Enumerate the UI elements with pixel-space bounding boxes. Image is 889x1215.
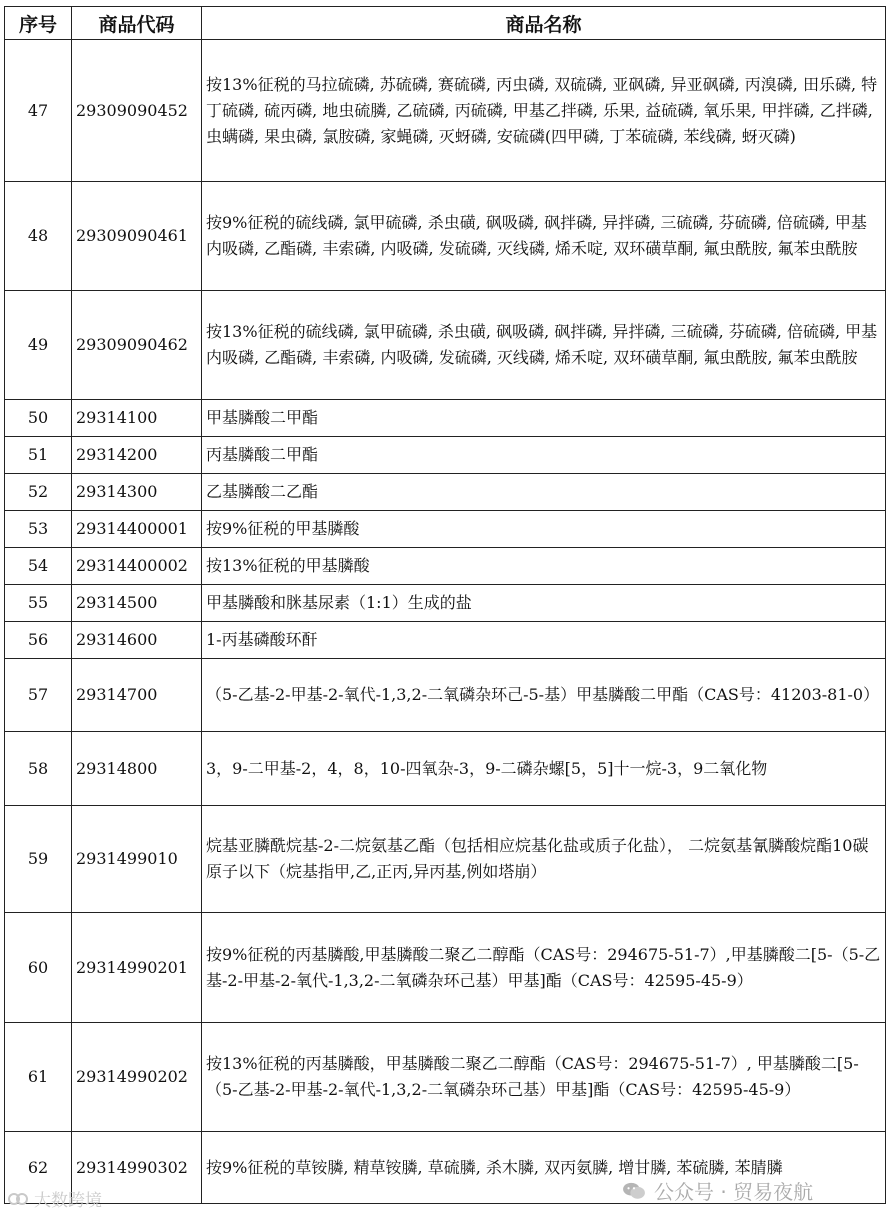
code-cell: 29314400002 [72,548,202,585]
name-cell: 按13%征税的甲基膦酸 [202,548,886,585]
seq-cell: 49 [5,291,72,400]
name-cell: 甲基膦酸二甲酯 [202,400,886,437]
watermark-right-text: 公众号 · 贸易夜航 [654,1180,814,1204]
header-code: 商品代码 [72,7,202,40]
code-cell: 29314990202 [72,1023,202,1132]
name-cell: 按9%征税的丙基膦酸,甲基膦酸二聚乙二醇酯（CAS号：294675-51-7）,甲基膦酸二[5-（5-乙基-2-甲基-2-氧代-1,3,2-二氧磷杂环己基）甲基]酯（CAS号：42595-45-9） [202,913,886,1023]
table-row [5,1023,886,1132]
table-row [5,548,886,585]
table-row [5,400,886,437]
code-cell: 29314500 [72,585,202,622]
table-row [5,474,886,511]
name-cell: 乙基膦酸二乙酯 [202,474,886,511]
seq-cell: 48 [5,182,72,291]
table-header-row [5,7,886,40]
header-name: 商品名称 [202,7,886,40]
wechat-icon [622,1181,646,1201]
seq-cell: 47 [5,40,72,182]
seq-cell: 56 [5,622,72,659]
seq-cell: 53 [5,511,72,548]
name-cell: 按13%征税的硫线磷, 氯甲硫磷, 杀虫磺, 砜吸磷, 砜拌磷, 异拌磷, 三硫磷, 芬硫磷, 倍硫磷, 甲基内吸磷, 乙酯磷, 丰索磷, 内吸磷, 发硫磷, 灭线磷, 烯禾啶, 双环磺草酮, 氟虫酰胺, 氟苯虫酰胺 [202,291,886,400]
code-cell: 29309090461 [72,182,202,291]
seq-cell: 60 [5,913,72,1023]
name-cell: 按13%征税的丙基膦酸，甲基膦酸二聚乙二醇酯（CAS号：294675-51-7）, 甲基膦酸二[5-（5-乙基-2-甲基-2-氧代-1,3,2-二氧磷杂环己基）甲基]酯（CAS号：42595-45-9） [202,1023,886,1132]
table-row [5,732,886,806]
code-cell: 29314300 [72,474,202,511]
watermark-left-text: 大数跨境 [34,1191,102,1211]
table-row [5,40,886,182]
name-cell: 按9%征税的草铵膦, 精草铵膦, 草硫膦, 杀木膦, 双丙氨膦, 增甘膦, 苯硫膦, 苯腈膦 [202,1132,886,1204]
table-row [5,585,886,622]
code-cell: 29314100 [72,400,202,437]
code-cell: 29314800 [72,732,202,806]
seq-cell: 62 [5,1132,72,1204]
seq-cell: 51 [5,437,72,474]
table-row [5,511,886,548]
name-cell: 丙基膦酸二甲酯 [202,437,886,474]
name-cell: 1-丙基磷酸环酐 [202,622,886,659]
table-row [5,622,886,659]
header-seq: 序号 [5,7,72,40]
table-row [5,182,886,291]
name-cell: 按13%征税的马拉硫磷, 苏硫磷, 赛硫磷, 丙虫磷, 双硫磷, 亚砜磷, 异亚砜磷, 丙溴磷, 田乐磷, 特丁硫磷, 硫丙磷, 地虫硫膦, 乙硫磷, 丙硫磷, 甲基乙拌磷, 乐果, 益硫磷, 氧乐果, 甲拌磷, 乙拌磷, 虫螨磷, 果虫磷, 氯胺磷, 家蝇磷, 灭蚜磷, 安硫磷(四甲磷, 丁苯硫磷, 苯线磷, 蚜灭磷) [202,40,886,182]
seq-cell: 61 [5,1023,72,1132]
seq-cell: 57 [5,659,72,732]
seq-cell: 50 [5,400,72,437]
code-cell: 29309090462 [72,291,202,400]
seq-cell: 52 [5,474,72,511]
code-cell: 29314600 [72,622,202,659]
table-row [5,913,886,1023]
seq-cell: 54 [5,548,72,585]
link-icon [6,1189,30,1209]
name-cell: 3，9-二甲基-2，4，8，10-四氧杂-3，9-二磷杂螺[5，5]十一烷-3，9二氧化物 [202,732,886,806]
name-cell: 甲基膦酸和脒基尿素（1:1）生成的盐 [202,585,886,622]
code-cell: 29314400001 [72,511,202,548]
seq-cell: 58 [5,732,72,806]
table-row [5,806,886,913]
seq-cell: 55 [5,585,72,622]
code-cell: 29314200 [72,437,202,474]
table-row [5,659,886,732]
code-cell: 29314990201 [72,913,202,1023]
code-cell: 29309090452 [72,40,202,182]
name-cell: 按9%征税的甲基膦酸 [202,511,886,548]
watermark-left [6,1186,102,1211]
code-cell: 29314990302 [72,1132,202,1204]
code-cell: 2931499010 [72,806,202,913]
code-cell: 29314700 [72,659,202,732]
name-cell: （5-乙基-2-甲基-2-氧代-1,3,2-二氧磷杂环己-5-基）甲基膦酸二甲酯（CAS号：41203-81-0） [202,659,886,732]
seq-cell: 59 [5,806,72,913]
table-row [5,291,886,400]
watermark-right [622,1176,813,1205]
name-cell: 烷基亚膦酰烷基-2-二烷氨基乙酯（包括相应烷基化盐或质子化盐）， 二烷氨基氰膦酸烷酯10碳原子以下（烷基指甲,乙,正丙,异丙基,例如塔崩） [202,806,886,913]
table-row [5,437,886,474]
commodity-table [4,6,886,1204]
name-cell: 按9%征税的硫线磷, 氯甲硫磷, 杀虫磺, 砜吸磷, 砜拌磷, 异拌磷, 三硫磷, 芬硫磷, 倍硫磷, 甲基内吸磷, 乙酯磷, 丰索磷, 内吸磷, 发硫磷, 灭线磷, 烯禾啶, 双环磺草酮, 氟虫酰胺, 氟苯虫酰胺 [202,182,886,291]
